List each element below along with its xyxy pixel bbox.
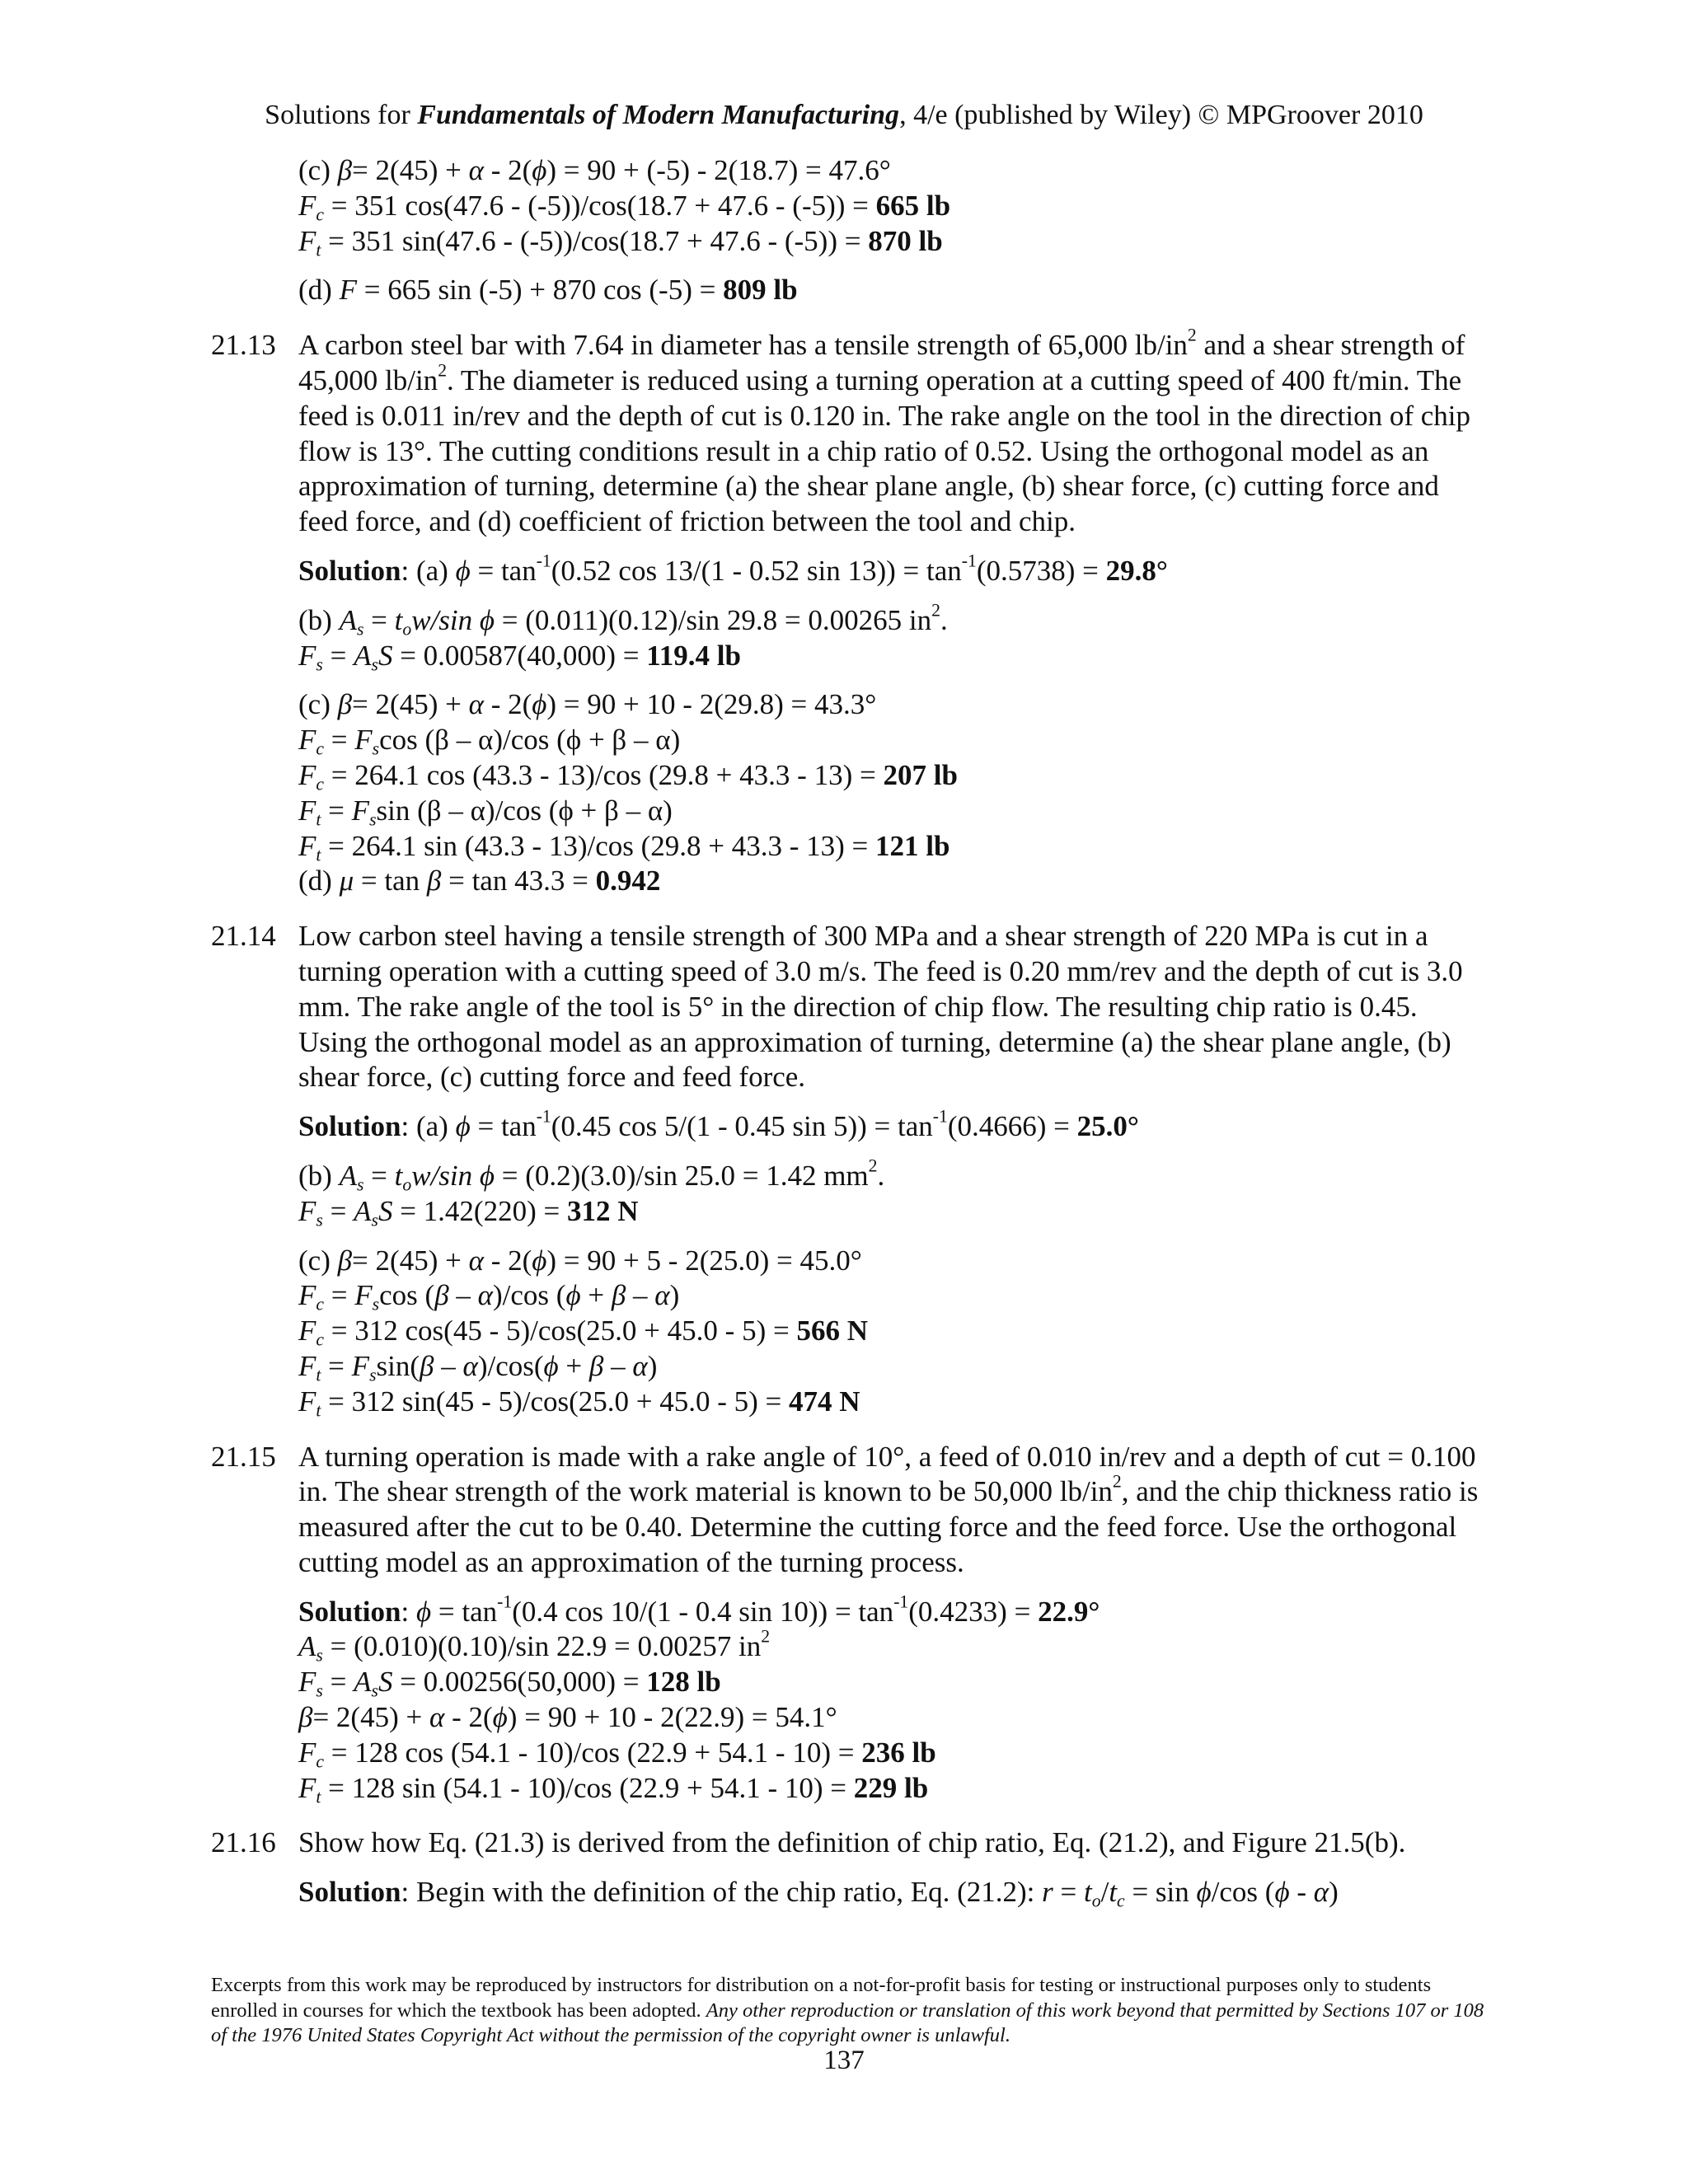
solution-c2: $F_c = F_s\cos$ (β – α)/cos (ϕ + β – α) — [298, 1279, 680, 1315]
problem-text: A carbon steel bar with 7.64 in diameter has a tensile strength of 65,000 $lb/in^2$ and a shear strength of 45,000 $lb/in^2$. The diameter is reduced using a turning operation at a cutting speed of 400 ft/min. The feed is 0.011 in/rev and the depth of cut is 0.120 in. The rake angle on the tool in the direction of chip flow is 13°. The cutting conditions result in a chip ratio of 0.52. Using the orthogonal model as an approximation of turning, determine (a) the shear plane angle, (b) shear force, (c) cutting force and feed force, and (d) coefficient of friction between the tool and chip. — [298, 325, 1470, 538]
problem-text: Low carbon steel having a tensile strength of 300 MPa and a shear strength of 220 MPa is cut in a turning operation with a cutting speed of 3.0 m/s. The feed is 0.20 mm/rev and the depth of cut is 3.0 mm. The rake angle of the tool is 5° in the direction of chip flow. The resulting chip ratio is 0.45. Using the orthogonal model as an approximation of turning, determine (a) the shear plane angle, (b) shear force, (c) cutting force and feed force. — [298, 920, 1463, 1094]
problem-21-14 — [211, 919, 1489, 1421]
problem-21-13 — [211, 325, 1489, 899]
solution-a: Solution: (a) $\phi = \tan^{-1}(0.52$ cos 13/(1 - 0.52 $\sin 13)) = \tan^{-1}(0.5738) = 29.8^\circ$ — [298, 551, 1168, 587]
problem-number: 21.14 — [211, 920, 276, 953]
solution-b1: (b) $A_s = t_ow/\sin$ ϕ = (0.011)(0.12)/sin 29.8 = 0.00265 $in^2$. — [298, 600, 948, 640]
prev-d: (d) F = 665 sin (-5) + 870 cos (-5) = 809 lb — [298, 274, 798, 307]
solution-b2: $F_s = A_sS = 1.42(220) = 312$ N — [298, 1194, 639, 1230]
problem-number: 21.15 — [211, 1440, 276, 1473]
solution-c4: $F_t = F_s\sin$ (β – α)/cos (ϕ + β – α) — [298, 794, 673, 830]
solution-phi: Solution: $\phi = \tan^{-1}(0.4$ cos 10/(1 - 0.4 $\sin 10)) = \tan^{-1}(0.4233) = 22.9^\circ$ — [298, 1591, 1100, 1628]
solution-fc: $F_c = 128$ cos (54.1 - 10)/cos (22.9 + 54.1 - 10) = 236 lb — [298, 1736, 936, 1772]
solution-c1: (c) β= 2(45) + α - 2(ϕ) = 90 + 5 - 2(25.0) = 45.0° — [298, 1244, 862, 1277]
problem-21-16 — [211, 1825, 1489, 1911]
page-header: Solutions for Fundamentals of Modern Manufacturing, 4/e (published by Wiley) © MPGroover 2010 — [265, 100, 1423, 130]
problem-number: 21.16 — [211, 1826, 276, 1859]
solution-c4: $F_t = F_s\sin(\beta - \alpha)/\cos(\phi + \beta - \alpha)$ — [298, 1349, 658, 1385]
problem-text: Show how Eq. (21.3) is derived from the definition of chip ratio, Eq. (21.2), and Figure 21.5(b). — [298, 1826, 1406, 1859]
solution-c5: $F_t = 312$ sin(45 - 5)/cos(25.0 + 45.0 - 5) = 474 N — [298, 1385, 860, 1421]
prev-fc: $F_c = 351$ cos(47.6 - (-5))/cos(18.7 + 47.6 - (-5)) = 665 lb — [298, 189, 951, 225]
problem-number: 21.13 — [211, 329, 276, 362]
prev-solution — [298, 153, 1489, 308]
copyright-footer: Excerpts from this work may be reproduced by instructors for distribution on a not-for-profit basis for testing or instructional purposes only to students enrolled in courses for which the textbook has been adopted. Any other reproduction or translation of this work beyond that permitted by Sections 107 or 108 of the 1976 United States Copyright Act without the permission of the copyright owner is unlawful. — [211, 1974, 1484, 2046]
solution-c3: $F_c = 264.1$ cos (43.3 - 13)/cos (29.8 + 43.3 - 13) = 207 lb — [298, 758, 958, 794]
page-number: 137 — [823, 2046, 865, 2075]
problem-text: A turning operation is made with a rake angle of 10°, a feed of 0.010 in/rev and a depth of cut = 0.100 in. The shear strength of the work material is known to be 50,000 $lb/in^2$, and the chip thickness ratio is measured after the cut to be 0.40. Determine the cutting force and the feed force. Use the orthogonal cutting model as an approximation of the turning process. — [298, 1440, 1479, 1578]
solution-beta: β= 2(45) + α - 2(ϕ) = 90 + 10 - 2(22.9) = 54.1° — [298, 1701, 837, 1734]
page-content — [211, 153, 1489, 1910]
problem-21-15 — [211, 1440, 1489, 1807]
solution-d: (d) μ = tan β = tan 43.3 = 0.942 — [298, 865, 661, 898]
solution-fs: $F_s = A_sS = 0.00256(50,000) = 128$ lb — [298, 1666, 721, 1701]
solution-c2: $F_c = F_s\cos$ (β – α)/cos (ϕ + β – α) — [298, 724, 681, 759]
solution-c5: $F_t = 264.1$ sin (43.3 - 13)/cos (29.8 + 43.3 - 13) = 121 lb — [298, 829, 950, 865]
solution-b2: $F_s = A_sS = 0.00587(40,000) = 119.4$ lb — [298, 639, 741, 675]
solution-c1: (c) β= 2(45) + α - 2(ϕ) = 90 + 10 - 2(29.8) = 43.3° — [298, 688, 877, 721]
solution-ft: $F_t = 128$ sin (54.1 - 10)/cos (22.9 + 54.1 - 10) = 229 lb — [298, 1771, 929, 1807]
solution-a: Solution: (a) $\phi = \tan^{-1}(0.45$ cos 5/(1 - 0.45 $\sin 5)) = \tan^{-1}(0.4666) = 25.0^\circ$ — [298, 1106, 1139, 1143]
solution-c3: $F_c = 312$ cos(45 - 5)/cos(25.0 + 45.0 - 5) = 566 N — [298, 1315, 868, 1350]
prev-c-beta: (c) β= 2(45) + α - 2(ϕ) = 90 + (-5) - 2(18.7) = 47.6° — [298, 154, 891, 186]
solution-begin: Solution: Begin with the definition of the chip ratio, Eq. (21.2): $r = t_o/t_c = \sin \phi/\cos$ (ϕ - α) — [298, 1876, 1339, 1911]
solution-as: $A_s = (0.010)(0.10)/\sin$ 22.9 = 0.00257 $in^2$ — [298, 1627, 771, 1666]
solution-b1: (b) $A_s = t_ow/\sin$ ϕ = (0.2)(3.0)/sin 25.0 = 1.42 $mm^2$. — [298, 1155, 885, 1195]
prev-ft: $F_t = 351$ sin(47.6 - (-5))/cos(18.7 + 47.6 - (-5)) = 870 lb — [298, 224, 943, 260]
